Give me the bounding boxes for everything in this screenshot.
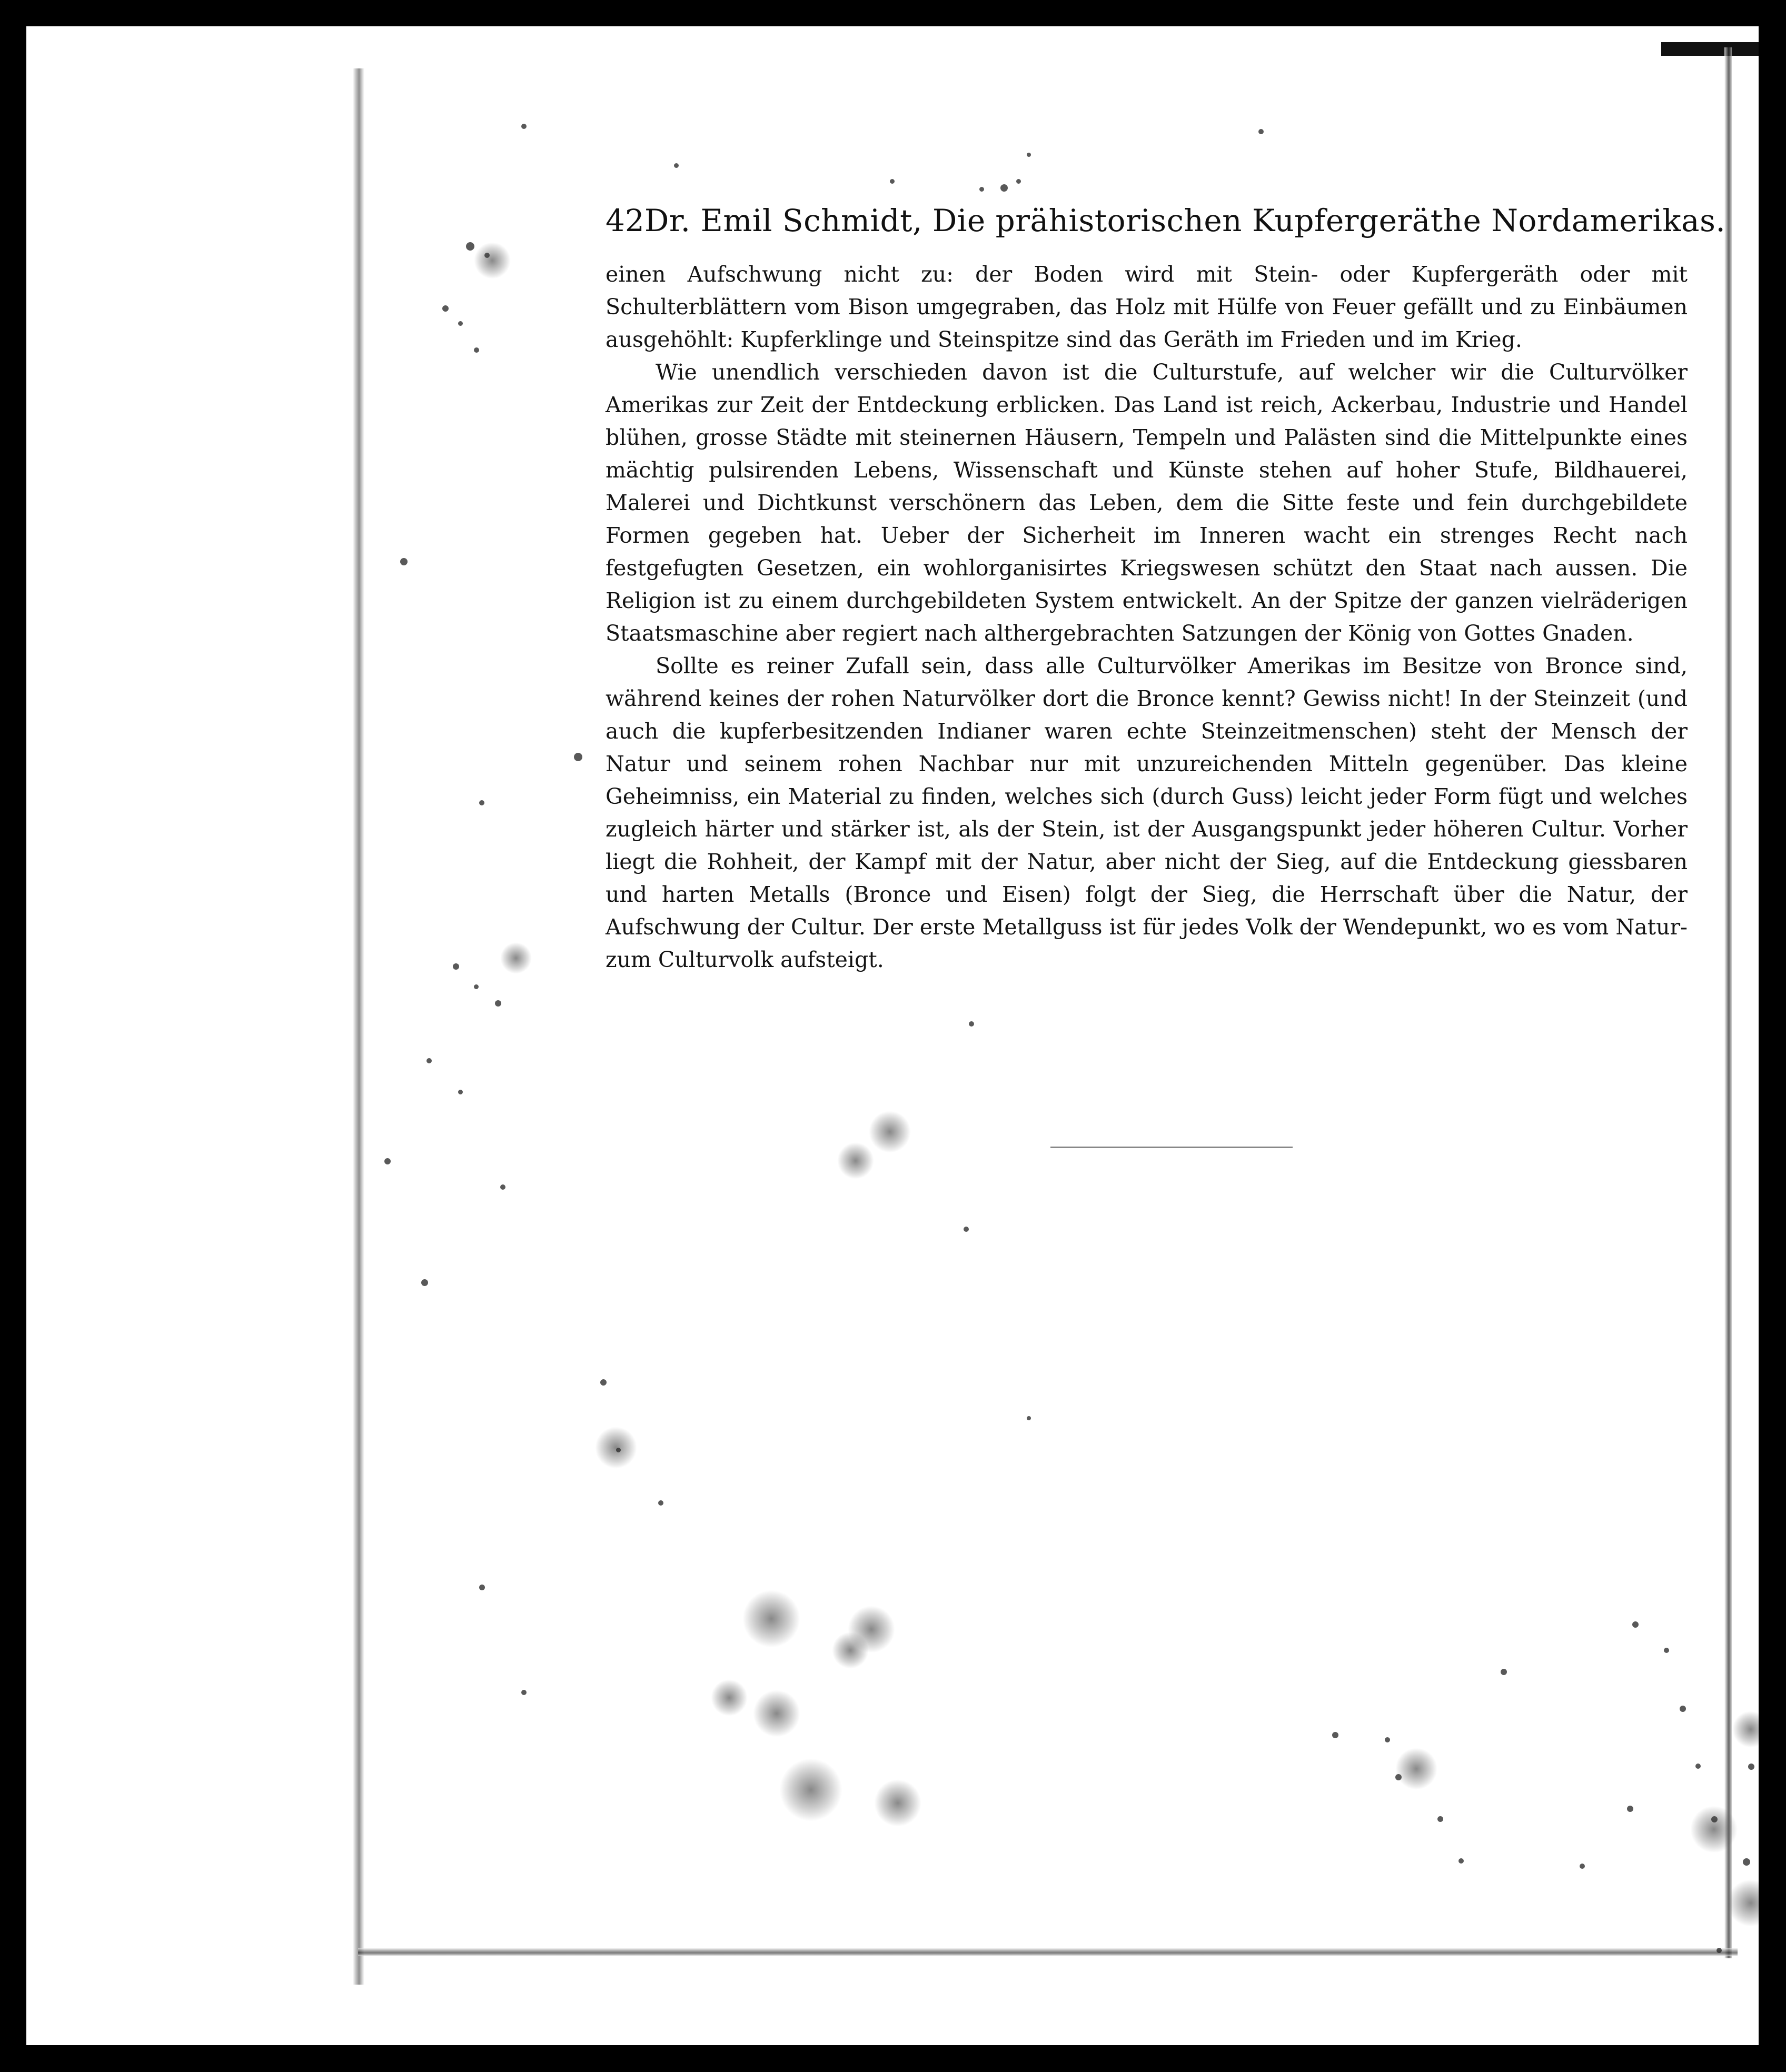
scan-speck	[1627, 1806, 1633, 1812]
scan-speck	[890, 179, 895, 184]
scan-speck	[1016, 179, 1021, 184]
scan-blot	[500, 942, 532, 974]
scan-speck	[479, 1585, 485, 1590]
scan-blot	[874, 1779, 921, 1827]
scan-speck	[1743, 1858, 1750, 1866]
scan-speck	[474, 984, 479, 989]
scan-speck	[1632, 1621, 1639, 1628]
scan-speck	[521, 1690, 527, 1695]
scan-speck	[442, 305, 449, 312]
scan-speck	[1258, 129, 1264, 134]
scan-speck	[1027, 1416, 1031, 1420]
scan-speck	[1027, 153, 1031, 157]
scan-speck	[658, 1500, 663, 1506]
scan-speck	[600, 1379, 607, 1386]
section-separator-rule	[1050, 1147, 1293, 1148]
scan-blot	[1395, 1748, 1437, 1790]
scan-speck	[466, 242, 474, 251]
scan-speck	[521, 124, 527, 129]
scan-speck	[474, 347, 479, 353]
scan-speck	[453, 963, 459, 970]
scan-speck	[458, 321, 463, 326]
paragraph-1: einen Aufschwung nicht zu: der Boden wird mit Stein- oder Kupfergeräth oder mit Schulterblättern vom Bison umgegraben, das Holz mit Hülfe von Feuer gefällt und zu Einbäumen ausgehöhlt: Kupferklinge und Steinspitze sind das Geräth im Frieden und im Krieg.	[606, 262, 1688, 352]
scan-speck	[384, 1158, 391, 1164]
scan-speck	[1680, 1706, 1686, 1712]
scan-blot	[832, 1632, 869, 1669]
scan-speck	[500, 1184, 505, 1190]
scan-speck	[674, 163, 679, 168]
page-fold-shadow-left	[353, 68, 364, 1985]
scan-speck	[400, 558, 408, 565]
scan-speck	[1437, 1816, 1443, 1822]
scan-speck	[495, 1000, 501, 1007]
scan-blot	[474, 242, 511, 279]
scan-speck	[969, 1021, 974, 1027]
scan-speck	[421, 1279, 428, 1286]
scan-blot	[1727, 1879, 1759, 1927]
scan-blot	[779, 1758, 842, 1821]
page-edge-bottom	[358, 1948, 1738, 1956]
scanned-page	[26, 26, 1759, 2045]
scan-blot	[753, 1690, 800, 1737]
scan-speck	[458, 1090, 463, 1094]
scan-speck	[479, 800, 484, 805]
scan-edge-bar	[1661, 42, 1759, 56]
scan-blot	[742, 1590, 800, 1648]
scan-speck	[1000, 184, 1008, 192]
running-title: Dr. Emil Schmidt, Die prähistorischen Kupfergeräthe Nordamerikas.	[644, 203, 1726, 238]
scan-speck	[1501, 1669, 1507, 1675]
page-edge-right	[1724, 47, 1732, 1958]
scan-speck	[1458, 1858, 1464, 1864]
scan-speck	[979, 187, 984, 192]
page-number: 42	[606, 203, 644, 238]
scan-blot	[1690, 1806, 1738, 1853]
scan-speck	[1385, 1737, 1390, 1742]
scan-speck	[574, 753, 582, 761]
paragraph-2: Wie unendlich verschieden davon ist die Culturstufe, auf welcher wir die Culturvölker Amerikas zur Zeit der Entdeckung erblicken. Das Land ist reich, Ackerbau, Industrie und Handel blühen, grosse Städte mit steinernen Häusern, Tempeln und Palästen sind die Mittelpunkte eines mächtig pulsirenden Lebens, Wissenschaft und Künste stehen auf hoher Stufe, Bildhauerei, Malerei und Dichtkunst verschönern das Leben, dem die Sitte feste und fein durchgebildete Formen gegeben hat. Ueber der Sicherheit im Inneren wacht ein strenges Recht nach festgefugten Gesetzen, ein wohlorganisirtes Kriegswesen schützt den Staat nach aussen. Die Religion ist zu einem durchgebildeten System entwickelt. An der Spitze der ganzen vielräderigen Staatsmaschine aber regiert nach althergebrachten Satzungen der König von Gottes Gnaden.	[606, 360, 1688, 646]
paragraph-3: Sollte es reiner Zufall sein, dass alle Culturvölker Amerikas im Besitze von Bronce sind, während keines der rohen Naturvölker dort die Bronce kennt? Gewiss nicht! In der Steinzeit (und auch die kupferbesitzenden Indianer waren echte Steinzeitmenschen) steht der Mensch der Natur und seinem rohen Nachbar nur mit unzureichenden Mitteln gegenüber. Das kleine Geheimniss, ein Material zu finden, welches sich (durch Guss) leicht jeder Form fügt und welches zugleich härter und stärker ist, als der Stein, ist der Ausgangspunkt jeder höheren Cultur. Vorher liegt die Rohheit, der Kampf mit der Natur, aber nicht der Sieg, auf die Entdeckung giessbaren und harten Metalls (Bronce und Eisen) folgt der Sieg, die Herrschaft über die Natur, der Aufschwung der Cultur. Der erste Metallguss ist für jedes Volk der Wendepunkt, wo es vom Natur- zum Culturvolk aufsteigt.	[606, 653, 1688, 972]
scan-speck	[1716, 1948, 1722, 1953]
scan-speck	[1695, 1764, 1701, 1769]
scan-speck	[426, 1058, 432, 1063]
scan-speck	[1748, 1764, 1754, 1770]
scan-blot	[711, 1679, 748, 1716]
scan-speck	[1332, 1732, 1338, 1738]
scan-blot	[1732, 1711, 1759, 1748]
scan-blot	[837, 1142, 874, 1179]
scan-blot	[595, 1427, 637, 1469]
scan-speck	[1580, 1864, 1585, 1869]
scan-blot	[869, 1111, 911, 1153]
scan-speck	[1664, 1648, 1669, 1653]
running-header	[606, 203, 1726, 250]
scan-speck	[964, 1227, 969, 1232]
body-text	[606, 258, 1688, 976]
